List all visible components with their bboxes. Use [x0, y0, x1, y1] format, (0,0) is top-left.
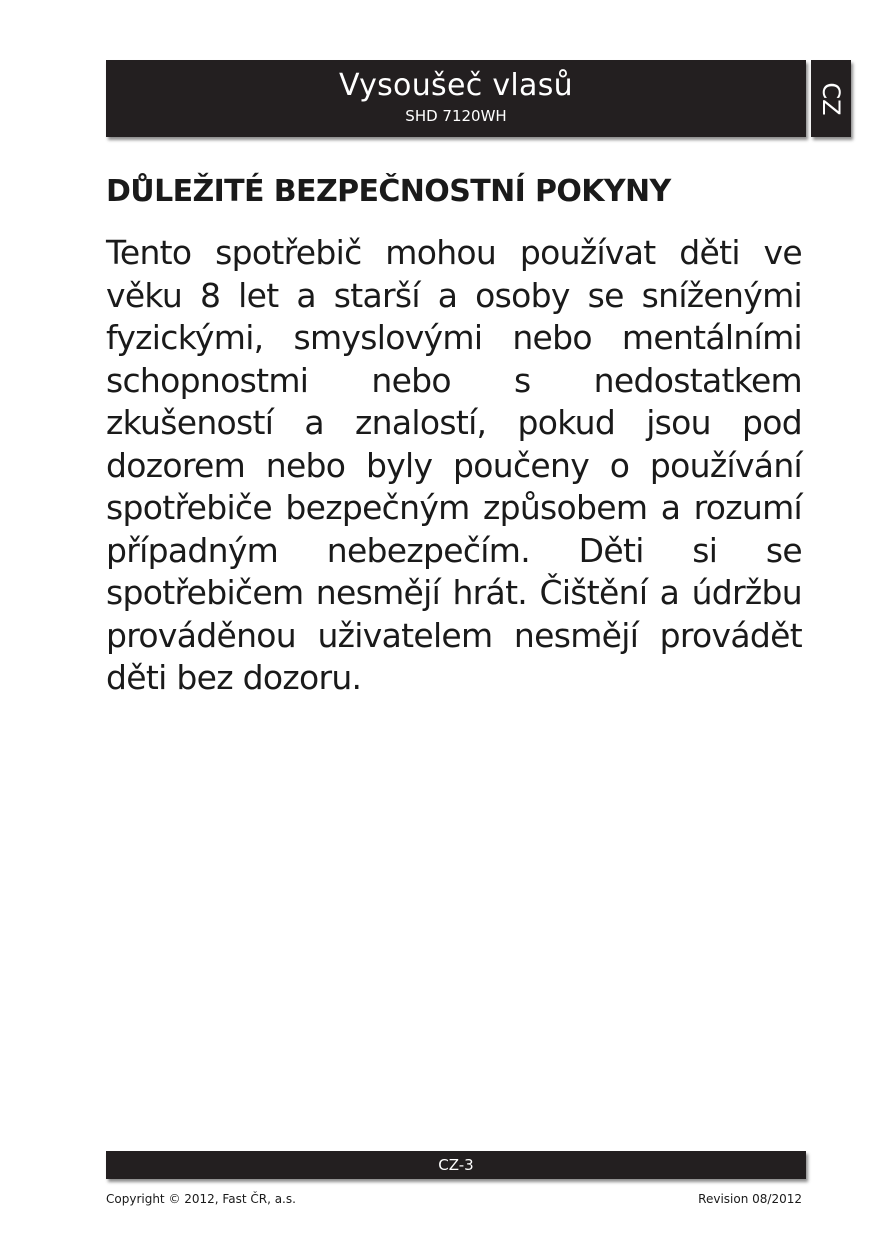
product-model: SHD 7120WH — [405, 107, 507, 125]
revision-label: Revision 08/2012 — [698, 1192, 802, 1206]
footer-bar — [106, 1151, 806, 1179]
language-tab — [811, 60, 851, 137]
section-heading: DŮLEŽITÉ BEZPEČNOSTNÍ POKYNY — [106, 174, 671, 209]
language-tab-label: CZ — [817, 81, 845, 116]
page-number: CZ-3 — [438, 1156, 474, 1174]
copyright-notice: Copyright © 2012, Fast ČR, a.s. — [106, 1192, 296, 1206]
product-title: Vysoušeč vlasů — [339, 68, 573, 103]
header-bar — [106, 60, 806, 137]
safety-paragraph: Tento spotřebič mohou používat děti ve věku 8 let a starší a osoby se sníženými fyzickými, smyslovými nebo mentálními schopnostmi nebo s nedostatkem zkušeností a znalostí, pokud jsou pod dozorem nebo byly poučeny o používání spotřebiče bezpečným způsobem a rozumí případným nebezpečím. Děti si se spotřebičem nesmějí hrát. Čištění a údržbu prováděnou uživatelem nesmějí provádět děti bez dozoru. — [106, 233, 802, 697]
